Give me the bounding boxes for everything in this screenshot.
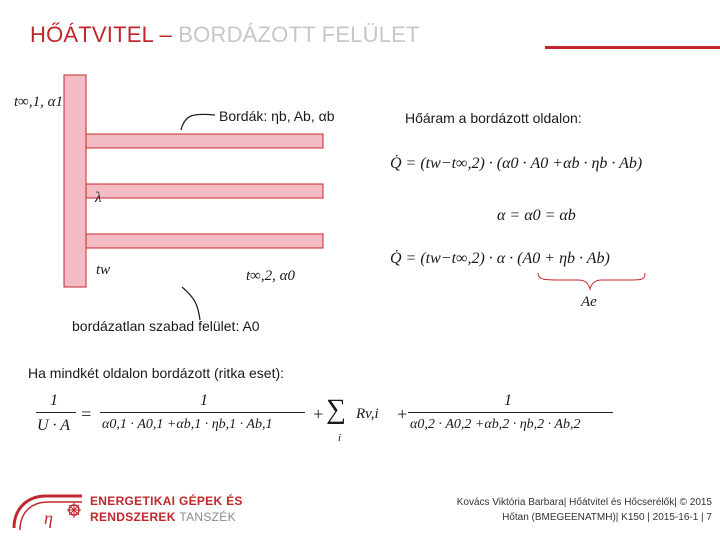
fin-2 (86, 184, 323, 198)
logo-line-2 (90, 510, 236, 524)
lhs-numerator: 1 (50, 392, 58, 409)
term2-fraction-bar (408, 412, 613, 413)
footer-line-2: Hőtan (BMEGEENATMH)| K150 | 2015-16-1 | 7 (502, 512, 712, 523)
ae-brace (538, 273, 645, 289)
term1-denominator: α0,1 · A0,1 +αb,1 · ηb,1 · Ab,1 (102, 417, 273, 432)
bare-surface-callout-line (182, 287, 200, 320)
heat-flow-heading: Hőáram a bordázott oldalon: (405, 110, 582, 126)
fouling-resistance: Rv,i (356, 406, 379, 422)
plus-sign-1: + (312, 404, 325, 424)
label-bare-surface: bordázatlan szabad felület: A0 (72, 318, 260, 334)
fin-3 (86, 234, 323, 248)
title-part-1: HŐÁTVITEL – (30, 22, 172, 47)
lhs-fraction-bar (36, 412, 76, 413)
fin-1 (86, 134, 323, 148)
label-effective-area: Ae (581, 294, 597, 310)
plus-sign-2: + (396, 404, 409, 424)
department-logo (6, 488, 243, 534)
logo-line-2a: RENDSZEREK (90, 510, 176, 524)
title-part-2: BORDÁZOTT FELÜLET (178, 22, 420, 47)
label-fins: Bordák: ηb, Ab, αb (219, 108, 335, 124)
wall-block (64, 75, 86, 287)
sum-index: i (338, 432, 342, 444)
term1-fraction-bar (100, 412, 305, 413)
footer-line-1: Kovács Viktória Barbara| Hőátvitel és Hőcserélők| © 2015 (456, 497, 712, 508)
logo-line-1: ENERGETIKAI GÉPEK ÉS (90, 494, 243, 508)
logo-eta: η (44, 508, 53, 528)
snowflake-rays (67, 502, 81, 518)
term2-numerator: 1 (504, 392, 512, 409)
label-tw: tw (96, 262, 111, 278)
lhs-denominator: U · A (37, 417, 71, 434)
term1-numerator: 1 (200, 392, 208, 409)
fins-callout-line (181, 114, 215, 130)
label-lambda: λ (95, 190, 102, 206)
both-sides-heading: Ha mindkét oldalon bordázott (ritka eset): (28, 365, 285, 381)
label-tinf2-alpha0: t∞,2, α0 (246, 268, 295, 284)
equals-sign: = (80, 404, 93, 424)
equation-alpha-equal: α = α0 = αb (497, 207, 576, 224)
logo-line-2b: TANSZÉK (179, 510, 236, 524)
overall-resistance-equation (30, 390, 640, 450)
term2-denominator: α0,2 · A0,2 +αb,2 · ηb,2 · Ab,2 (410, 417, 581, 432)
equation-heat-flow-2: Q̇ = (tw−t∞,2) · α · (A0 + ηb · Ab) (390, 250, 610, 267)
label-tinf1-alpha1: t∞,1, α1 (14, 94, 63, 110)
equation-heat-flow-1: Q̇ = (tw−t∞,2) · (α0 · A0 +αb · ηb · Ab) (390, 155, 643, 172)
sum-symbol: ∑ (326, 394, 346, 425)
